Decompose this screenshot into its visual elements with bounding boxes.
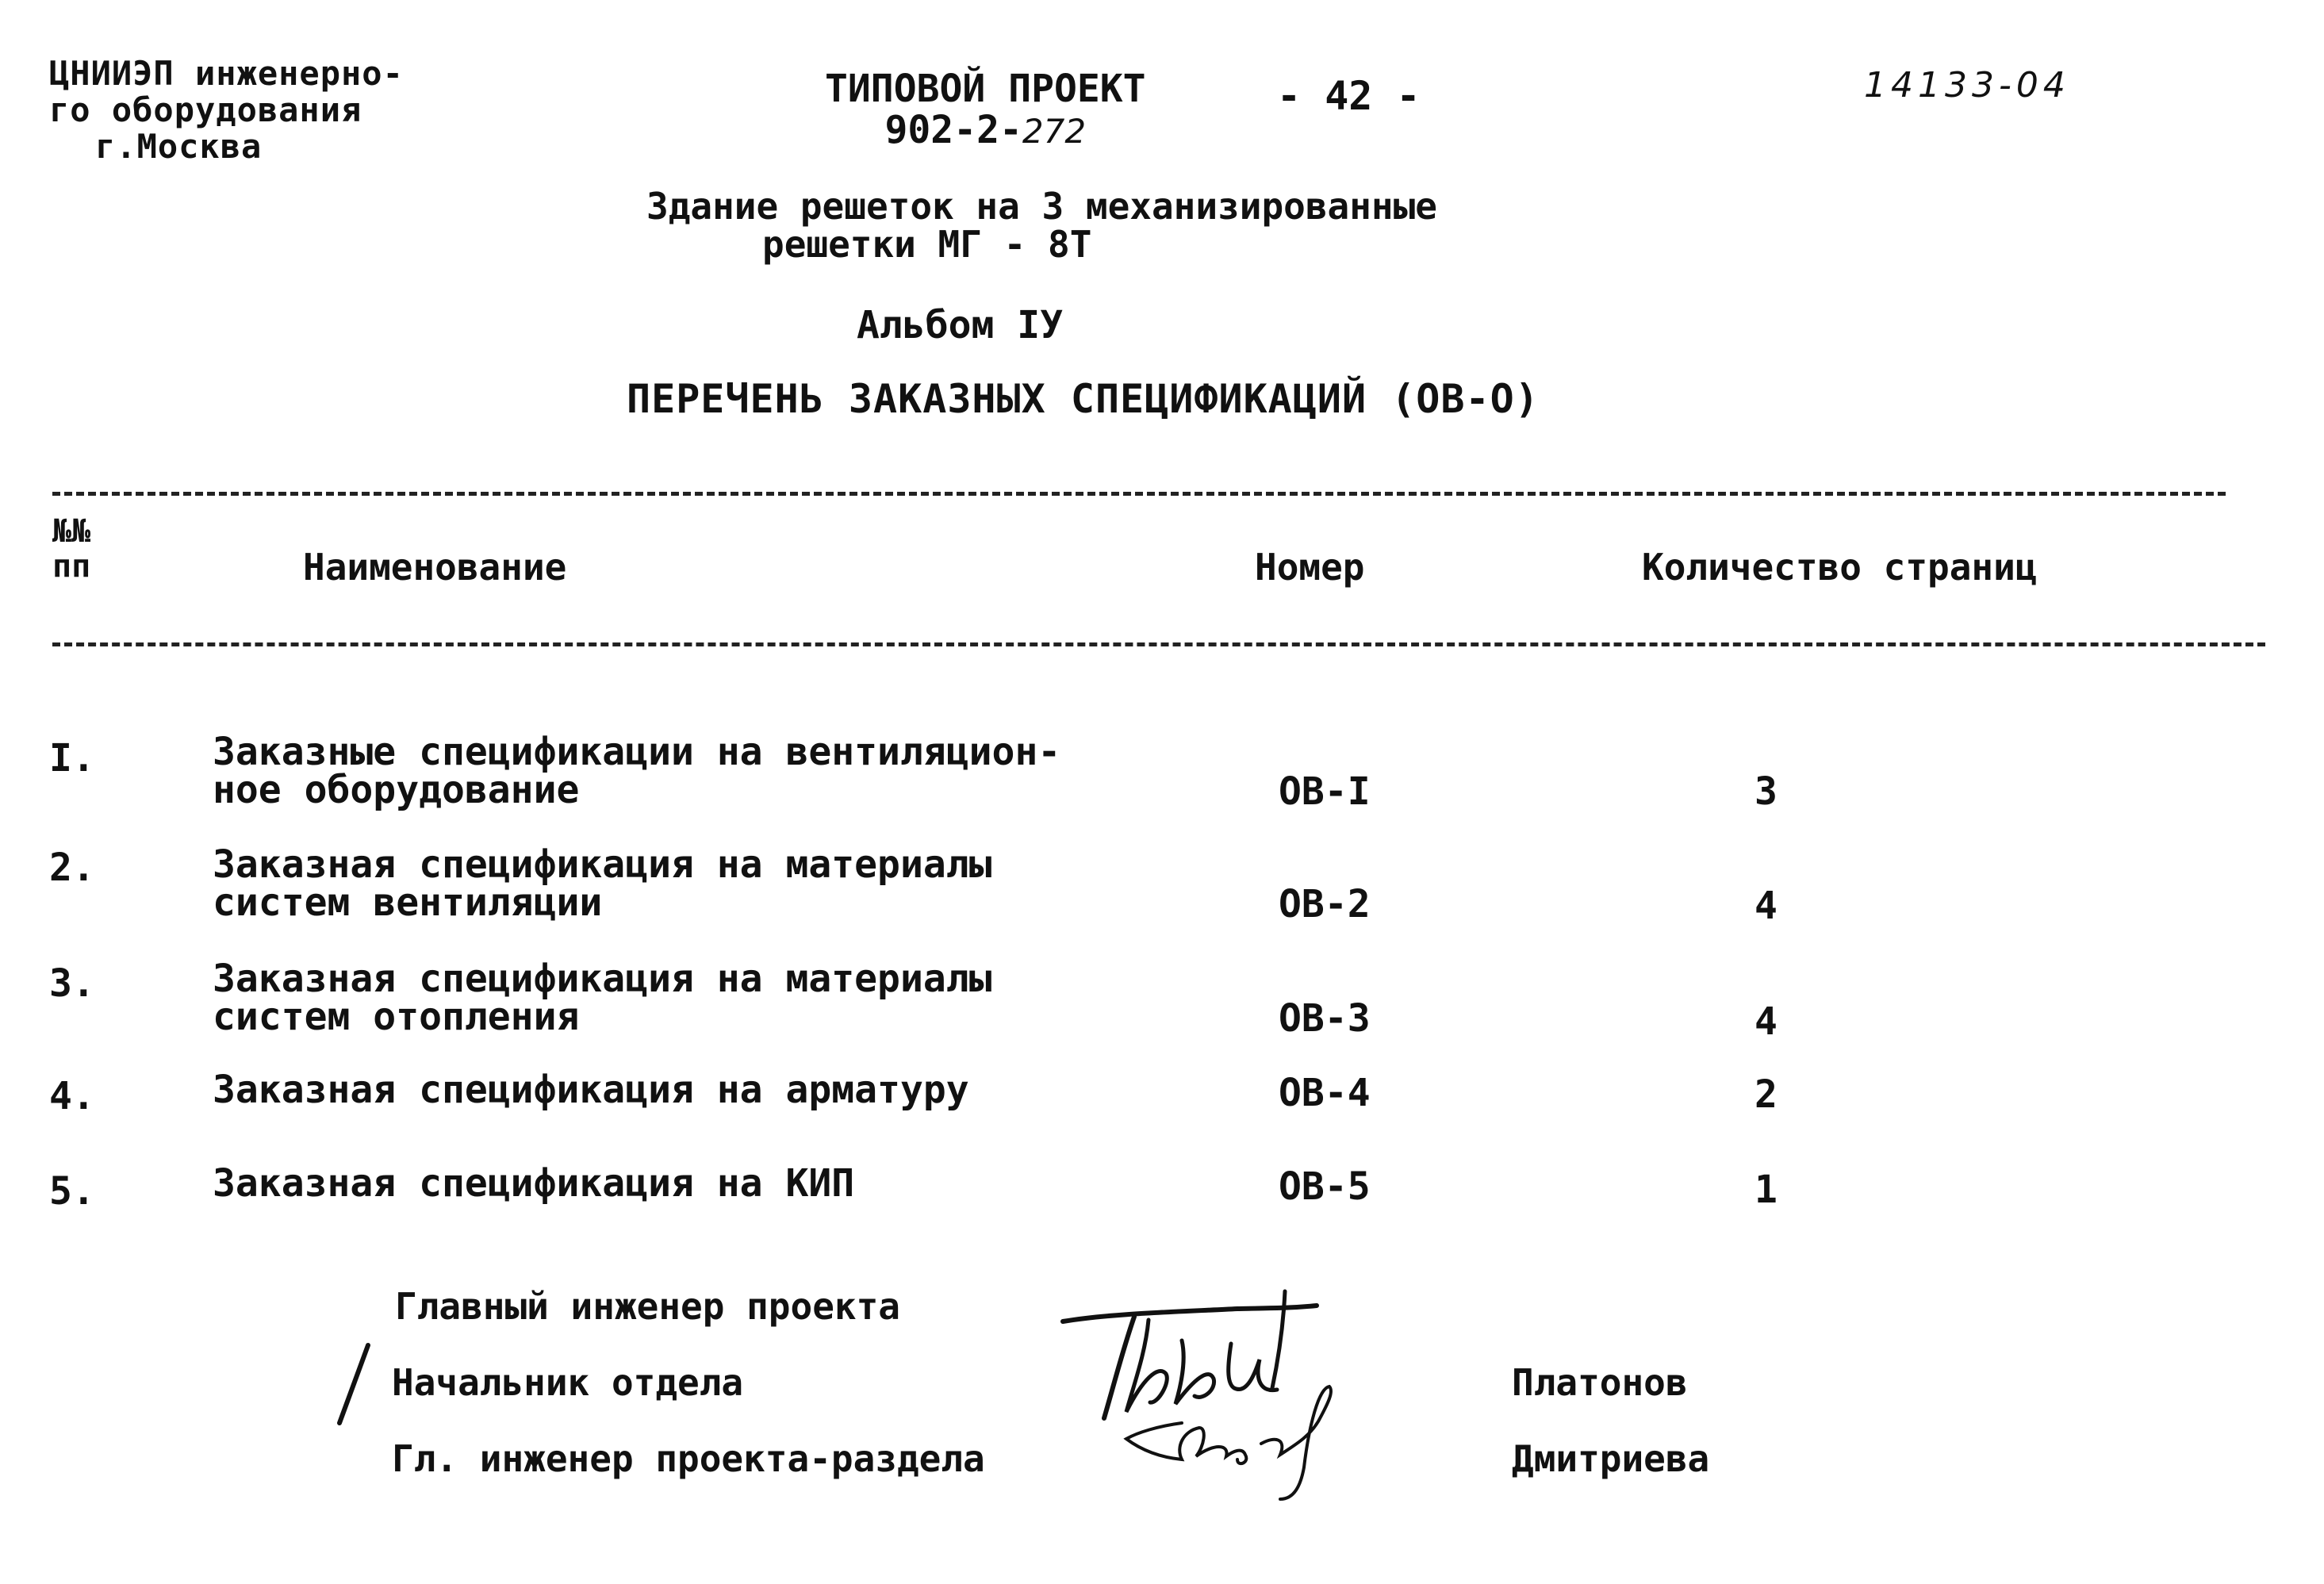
row-name [213, 1161, 855, 1206]
name-dmitrieva: Дмитриева [1512, 1437, 1710, 1480]
project-code-printed: 902-2- [884, 108, 1022, 152]
row-code: ОВ-I [1279, 769, 1371, 814]
building-title-line-1: Здание решеток на 3 механизированные [646, 185, 1437, 228]
row-pages: 1 [1755, 1168, 1778, 1212]
list-title: ПЕРЕЧЕНЬ ЗАКАЗНЫХ СПЕЦИФИКАЦИЙ (ОВ-О) [627, 376, 1540, 422]
row-index: 5. [49, 1169, 95, 1214]
organization-block [49, 56, 404, 165]
project-block [825, 68, 1146, 152]
row-name [213, 730, 1061, 812]
column-header-code: Номер [1255, 546, 1365, 589]
building-title-line-2: решетки МГ - 8Т [762, 223, 1092, 266]
table-header-divider [52, 642, 2265, 646]
row-name [213, 957, 992, 1039]
row-name-line-1: Заказная спецификация на КИП [213, 1161, 855, 1206]
row-index: 3. [49, 961, 95, 1006]
column-header-number [52, 514, 90, 584]
role-department-head: Начальник отдела [392, 1361, 744, 1404]
row-name-line-1: Заказная спецификация на арматуру [213, 1068, 969, 1112]
row-code: ОВ-4 [1279, 1071, 1371, 1115]
column-header-number-line-1: №№ [52, 513, 91, 550]
row-index: 4. [49, 1074, 95, 1118]
column-header-pages: Количество страниц [1642, 546, 2038, 589]
project-label: ТИПОВОЙ ПРОЕКТ [825, 67, 1146, 111]
table-top-divider [52, 492, 2226, 496]
row-name-line-2: систем вентиляции [213, 880, 603, 925]
row-code: ОВ-5 [1279, 1164, 1371, 1209]
organization-line-2: го оборудования [49, 90, 362, 129]
organization-line-1: ЦНИИЭП инженерно- [49, 54, 404, 93]
document-number: 14133-04 [1864, 65, 2070, 105]
row-name-line-1: Заказные спецификации на вентиляцион- [213, 730, 1061, 774]
row-pages: 4 [1755, 884, 1778, 928]
organization-city: г.Москва [95, 127, 263, 166]
row-name-line-2: систем отопления [213, 995, 580, 1039]
page-number: - 42 - [1277, 73, 1421, 119]
check-mark [333, 1340, 373, 1428]
row-pages: 2 [1755, 1072, 1778, 1117]
row-code: ОВ-2 [1279, 882, 1371, 926]
row-index: 2. [49, 846, 95, 890]
role-chief-engineer: Главный инженер проекта [395, 1285, 900, 1328]
column-header-name: Наименование [303, 546, 567, 589]
row-name-line-2: ное оборудование [213, 768, 580, 812]
row-name-line-1: Заказная спецификация на материалы [213, 957, 992, 1001]
row-code: ОВ-3 [1279, 996, 1371, 1041]
row-name [213, 842, 992, 925]
row-name [213, 1068, 969, 1112]
project-code [825, 109, 1146, 152]
signature-dmitrieva [1110, 1380, 1348, 1507]
name-platonov: Платонов [1512, 1361, 1688, 1404]
project-code-handwritten: 272 [1022, 112, 1087, 151]
role-section-chief-engineer: Гл. инженер проекта-раздела [392, 1437, 985, 1480]
row-pages: 4 [1755, 999, 1778, 1044]
building-title [646, 185, 1437, 266]
column-header-number-line-2: пп [52, 548, 91, 585]
row-index: I. [49, 736, 95, 780]
row-pages: 3 [1755, 769, 1778, 814]
row-name-line-1: Заказная спецификация на материалы [213, 842, 992, 887]
album-title: Альбом IУ [857, 303, 1064, 347]
